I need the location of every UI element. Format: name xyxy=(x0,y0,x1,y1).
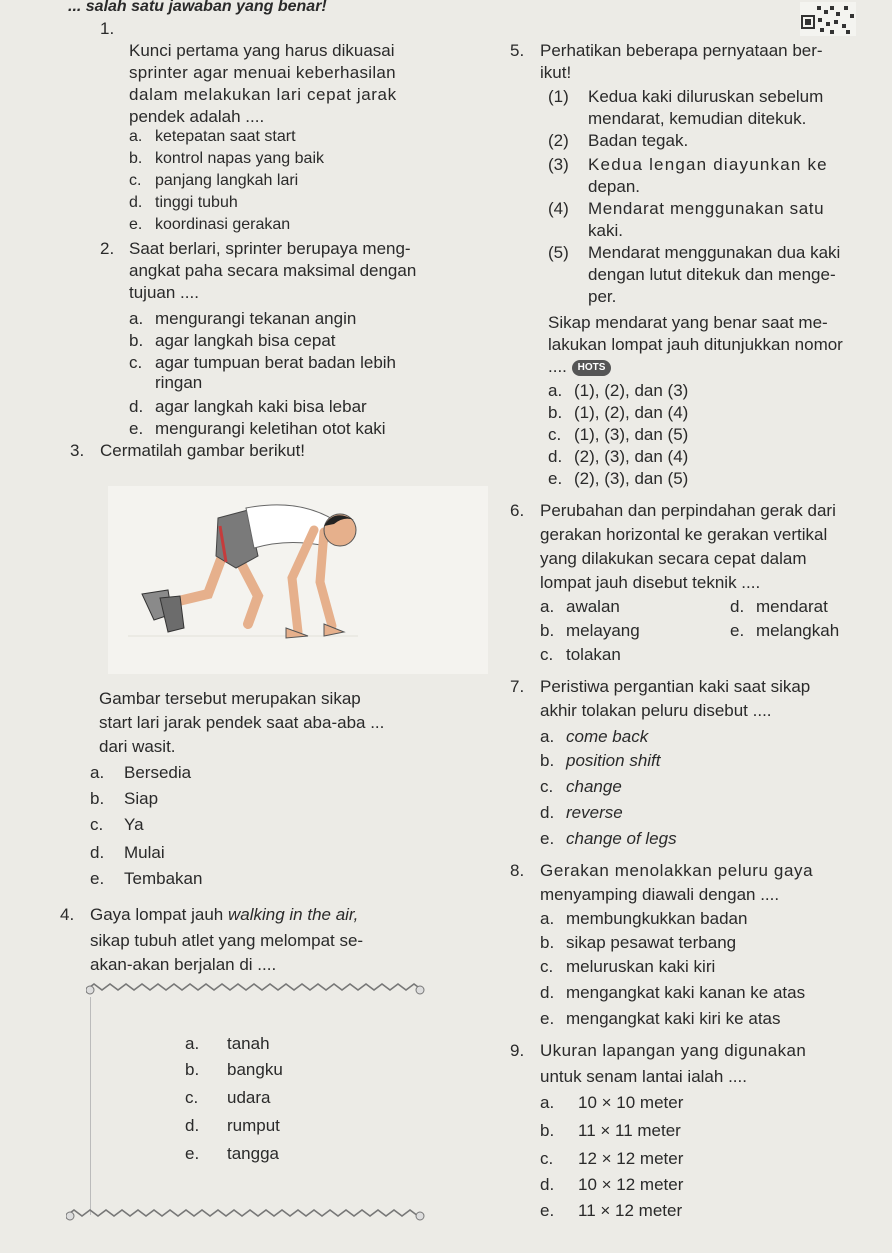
q5-statement-5: (5) Mendarat menggunakan dua kaki xyxy=(548,243,841,262)
q8-line-2: menyamping diawali dengan .... xyxy=(540,885,780,904)
q2-option-c-cont: ringan xyxy=(155,373,203,392)
q5-statement-4: (4) Mendarat menggunakan satu xyxy=(548,199,825,218)
q5-line-2: ikut! xyxy=(540,63,572,82)
q1-line-3: dalam melakukan lari cepat jarak xyxy=(129,85,397,104)
q1-option-b[interactable]: b. kontrol napas yang baik xyxy=(129,150,324,167)
q4-number: 4. xyxy=(60,905,75,924)
q9-option-e[interactable]: e. 11 × 12 meter xyxy=(540,1201,683,1220)
q2-option-d[interactable]: d. agar langkah kaki bisa lebar xyxy=(129,397,367,416)
q5-option-b[interactable]: b. (1), (2), dan (4) xyxy=(548,403,689,422)
q8-option-d[interactable]: d. mengangkat kaki kanan ke atas xyxy=(540,983,806,1002)
q5-option-d[interactable]: d. (2), (3), dan (4) xyxy=(548,447,689,466)
q7-option-b[interactable]: b. position shift xyxy=(540,751,661,770)
q5-option-e[interactable]: e. (2), (3), dan (5) xyxy=(548,469,689,488)
q1-option-e[interactable]: e. koordinasi gerakan xyxy=(129,216,291,233)
q7-option-d[interactable]: d. reverse xyxy=(540,803,623,822)
q2-line-3: tujuan .... xyxy=(129,283,199,302)
q5-statement-5-cont-2: per. xyxy=(588,287,617,306)
q1-option-c[interactable]: c. panjang langkah lari xyxy=(129,172,299,189)
q5-prompt-1: Sikap mendarat yang benar saat me- xyxy=(548,313,828,332)
q4-option-d[interactable]: d. rumput xyxy=(185,1116,280,1135)
q3-after-line-3: dari wasit. xyxy=(99,737,176,756)
q3-after-line-2: start lari jarak pendek saat aba-aba ... xyxy=(99,713,385,732)
q8-number: 8. xyxy=(510,861,525,880)
sprinter-set-position-image xyxy=(108,486,488,674)
q7-line-1: Peristiwa pergantian kaki saat sikap xyxy=(540,677,811,696)
q2-line-2: angkat paha secara maksimal dengan xyxy=(129,261,417,280)
q4-line-3: akan-akan berjalan di .... xyxy=(90,955,277,974)
q4-option-e[interactable]: e. tangga xyxy=(185,1144,279,1163)
q5-option-a[interactable]: a. (1), (2), dan (3) xyxy=(548,381,689,400)
q6-option-c[interactable]: c. tolakan xyxy=(540,645,621,664)
q5-statement-5-cont-1: dengan lutut ditekuk dan menge- xyxy=(588,265,836,284)
q9-line-2: untuk senam lantai ialah .... xyxy=(540,1067,747,1086)
q7-option-e[interactable]: e. change of legs xyxy=(540,829,677,848)
q3-option-b[interactable]: b. Siap xyxy=(90,789,159,808)
q2-option-c[interactable]: c. agar tumpuan berat badan lebih xyxy=(129,353,397,372)
q3-number: 3. xyxy=(70,441,85,460)
q9-line-1: Ukuran lapangan yang digunakan xyxy=(540,1041,807,1060)
q4-line-1: Gaya lompat jauh walking in the air, xyxy=(90,905,359,924)
q4-option-c[interactable]: c. udara xyxy=(185,1088,271,1107)
q1-option-d[interactable]: d. tinggi tubuh xyxy=(129,194,238,211)
q9-option-d[interactable]: d. 10 × 12 meter xyxy=(540,1175,684,1194)
q1-line-1: Kunci pertama yang harus dikuasai xyxy=(129,41,395,60)
q7-option-c[interactable]: c. change xyxy=(540,777,622,796)
q8-option-c[interactable]: c. meluruskan kaki kiri xyxy=(540,957,716,976)
q6-line-1: Perubahan dan perpindahan gerak dari xyxy=(540,501,836,520)
q6-option-d[interactable]: d. mendarat xyxy=(730,597,828,616)
q8-option-b[interactable]: b. sikap pesawat terbang xyxy=(540,933,737,952)
q6-line-4: lompat jauh disebut teknik .... xyxy=(540,573,761,592)
instruction-header: ... salah satu jawaban yang benar! xyxy=(68,0,327,15)
q8-option-a[interactable]: a. membungkukkan badan xyxy=(540,909,748,928)
q6-line-2: gerakan horizontal ke gerakan vertikal xyxy=(540,525,828,544)
q5-option-c[interactable]: c. (1), (3), dan (5) xyxy=(548,425,689,444)
q4-line-2: sikap tubuh atlet yang melompat se- xyxy=(90,931,364,950)
q4-option-a[interactable]: a. tanah xyxy=(185,1034,270,1053)
q5-statement-3-cont: depan. xyxy=(588,177,640,196)
q3-option-e[interactable]: e. Tembakan xyxy=(90,869,203,888)
q6-line-3: yang dilakukan secara cepat dalam xyxy=(540,549,807,568)
q5-prompt-3: .... HOTS xyxy=(548,356,611,378)
q2-option-b[interactable]: b. agar langkah bisa cepat xyxy=(129,331,336,350)
q5-statement-1: (1) Kedua kaki diluruskan sebelum xyxy=(548,87,824,106)
q5-statement-4-cont: kaki. xyxy=(588,221,623,240)
q3-option-d[interactable]: d. Mulai xyxy=(90,843,165,862)
q9-option-b[interactable]: b. 11 × 11 meter xyxy=(540,1121,681,1140)
q5-prompt-2: lakukan lompat jauh ditunjukkan nomor xyxy=(548,335,843,354)
zigzag-border-bottom xyxy=(66,1206,426,1226)
q2-option-e[interactable]: e. mengurangi keletihan otot kaki xyxy=(129,419,386,438)
q7-line-2: akhir tolakan peluru disebut .... xyxy=(540,701,772,720)
q2-line-1: Saat berlari, sprinter berupaya meng- xyxy=(129,239,411,258)
q4-options-box xyxy=(90,997,421,1215)
hots-badge: HOTS xyxy=(572,360,612,376)
q6-number: 6. xyxy=(510,501,525,520)
q9-option-c[interactable]: c. 12 × 12 meter xyxy=(540,1149,684,1168)
q9-option-a[interactable]: a. 10 × 10 meter xyxy=(540,1093,684,1112)
q4-option-b[interactable]: b. bangku xyxy=(185,1060,283,1079)
q5-statement-2: (2) Badan tegak. xyxy=(548,131,689,150)
q1-line-2: sprinter agar menuai keberhasilan xyxy=(129,63,396,82)
q5-statement-3: (3) Kedua lengan diayunkan ke xyxy=(548,155,828,174)
q7-option-a[interactable]: a. come back xyxy=(540,727,649,746)
q3-option-a[interactable]: a. Bersedia xyxy=(90,763,192,782)
q2-option-a[interactable]: a. mengurangi tekanan angin xyxy=(129,309,357,328)
q3-after-line-1: Gambar tersebut merupakan sikap xyxy=(99,689,361,708)
q9-number: 9. xyxy=(510,1041,525,1060)
q6-option-a[interactable]: a. awalan xyxy=(540,597,620,616)
q5-line-1: Perhatikan beberapa pernyataan ber- xyxy=(540,41,823,60)
q5-number: 5. xyxy=(510,41,525,60)
q3-option-c[interactable]: c. Ya xyxy=(90,815,144,834)
q6-option-b[interactable]: b. melayang xyxy=(540,621,640,640)
q6-option-e[interactable]: e. melangkah xyxy=(730,621,840,640)
qr-code-icon xyxy=(800,2,856,36)
q3-line-1: Cermatilah gambar berikut! xyxy=(100,441,306,460)
q1-line-4: pendek adalah .... xyxy=(129,107,265,126)
q8-option-e[interactable]: e. mengangkat kaki kiri ke atas xyxy=(540,1009,781,1028)
q2-number: 2. xyxy=(100,239,115,258)
q1-option-a[interactable]: a. ketepatan saat start xyxy=(129,128,296,145)
q5-statement-1-cont: mendarat, kemudian ditekuk. xyxy=(588,109,807,128)
q1-number: 1. xyxy=(100,19,115,38)
q8-line-1: Gerakan menolakkan peluru gaya xyxy=(540,861,814,880)
q7-number: 7. xyxy=(510,677,525,696)
